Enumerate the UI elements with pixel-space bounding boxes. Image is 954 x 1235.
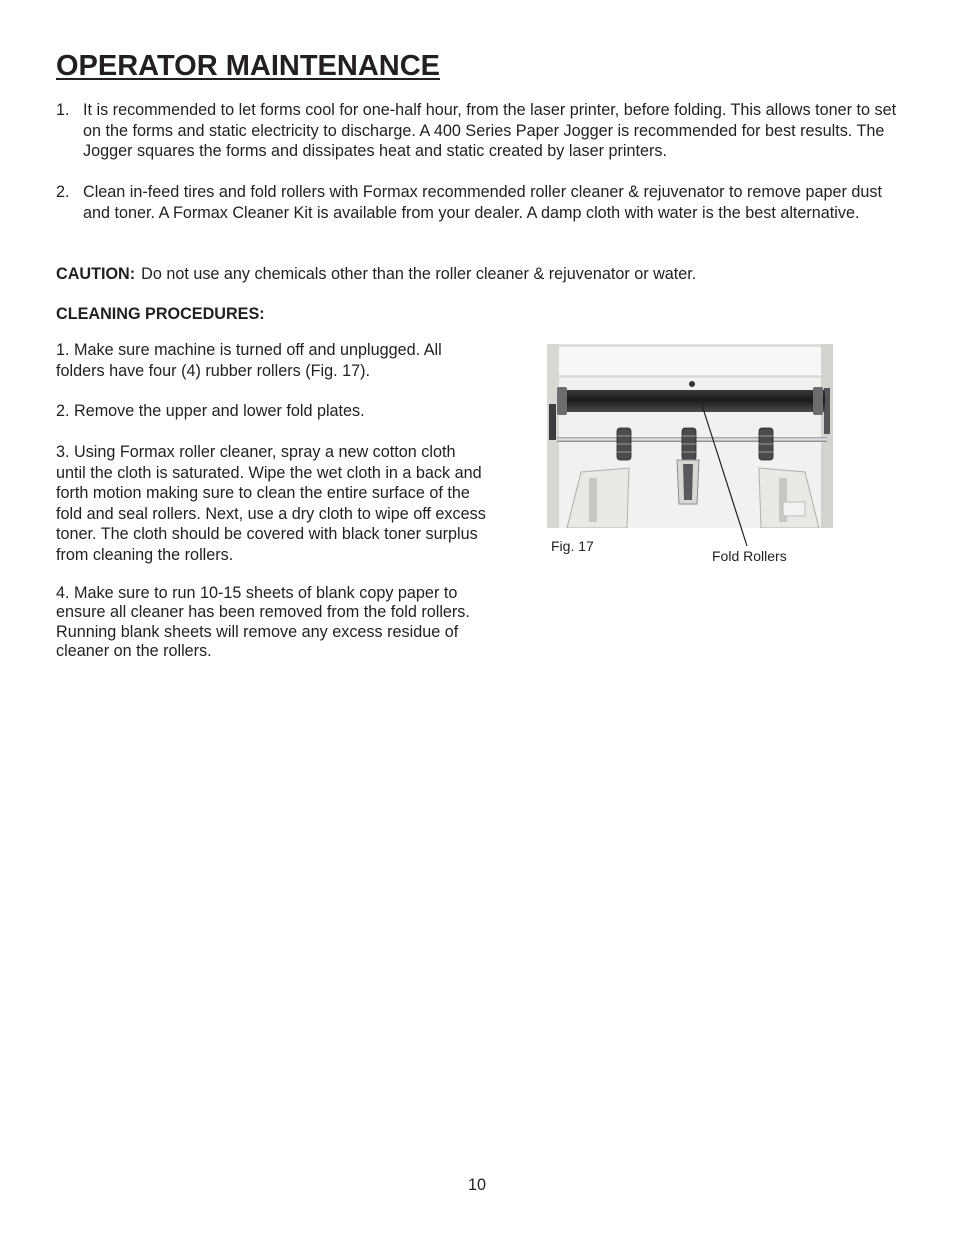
numbered-item-1 <box>56 100 906 162</box>
numbered-item-2 <box>56 182 906 223</box>
caution-text: Do not use any chemicals other than the roller cleaner & rejuvenator or water. <box>141 265 697 283</box>
item-text: It is recommended to let forms cool for one-half hour, from the laser printer, before folding. This allows toner to set on the forms and static electricity to discharge. A 400 Series Paper Jogger is recommended for best results. The Jogger squares the forms and dissipates heat and static created by laser printers. <box>83 101 897 161</box>
page-number: 10 <box>467 1176 486 1194</box>
item-number: 1. <box>56 101 70 119</box>
caution-note <box>56 264 906 285</box>
cleaning-step-3: 3. Using Formax roller cleaner, spray a new cotton cloth until the cloth is saturated. Wipe the wet cloth in a back and forth motion making sure to clean the entire surface of the fold and seal rollers. Next, use a dry cloth to wipe off excess toner. The cloth should be covered with black toner surplus from cleaning the rollers. <box>56 443 486 564</box>
figure-caption: Fig. 17 <box>551 538 594 554</box>
cleaning-step-4: 4. Make sure to run 10-15 sheets of blank copy paper to ensure all cleaner has been removed from the fold rollers. Running blank sheets will remove any excess residue of cleaner on the rollers. <box>56 584 470 661</box>
section-heading: CLEANING PROCEDURES: <box>56 305 265 323</box>
cleaning-step-1: 1. Make sure machine is turned off and unplugged. All folders have four (4) rubber rollers (Fig. 17). <box>56 341 442 380</box>
fold-rollers-label: Fold Rollers <box>712 548 787 564</box>
folder-rollers-photo <box>547 344 833 528</box>
page-title: OPERATOR MAINTENANCE <box>56 50 440 82</box>
item-text: Clean in-feed tires and fold rollers with Formax recommended roller cleaner & rejuvenator to remove paper dust and toner. A Formax Cleaner Kit is available from your dealer. A damp cloth with water is the best alternative. <box>83 183 882 222</box>
item-number: 2. <box>56 183 70 201</box>
caution-label: CAUTION: <box>56 265 136 283</box>
cleaning-step-2: 2. Remove the upper and lower fold plates. <box>56 402 365 420</box>
folder-rollers-illustration <box>547 344 833 528</box>
